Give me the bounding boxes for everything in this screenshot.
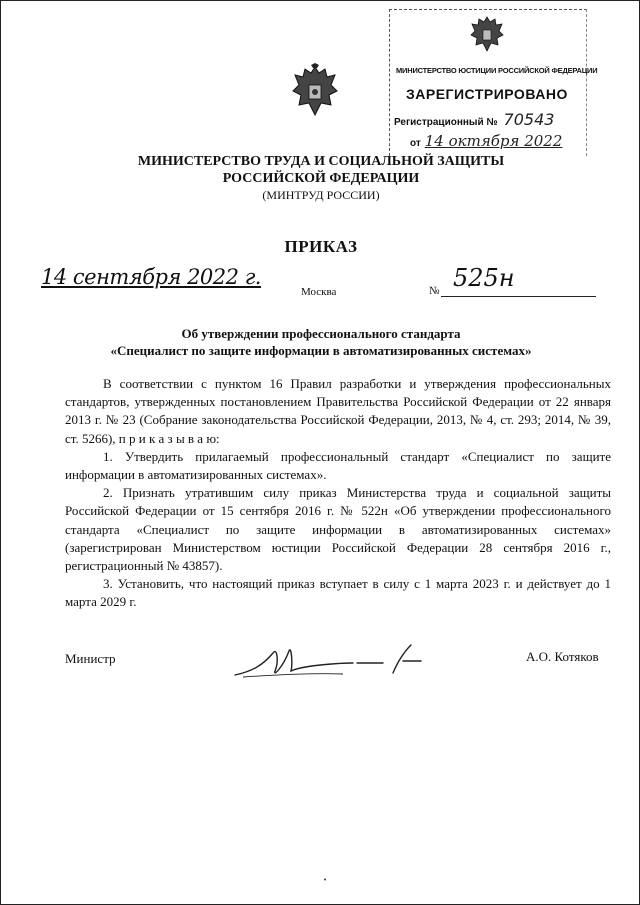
document-body xyxy=(65,375,611,612)
stamp-date xyxy=(410,132,562,150)
city: Москва xyxy=(301,286,337,298)
stamp-reg-value: 70543 xyxy=(503,110,555,129)
stamp-date-label: от xyxy=(410,138,421,149)
subject-line1: Об утверждении профессионального стандарта xyxy=(181,326,461,341)
handwritten-signature xyxy=(233,641,423,681)
handwritten-date: 14 сентября 2022 г. xyxy=(41,265,261,289)
stamp-reg-label: Регистрационный № xyxy=(394,117,498,128)
document-type: ПРИКАЗ xyxy=(284,237,358,256)
signatory-name: А.О. Котяков xyxy=(526,649,599,664)
number-underline xyxy=(441,296,596,297)
paragraph-item-2: 2. Признать утратившим силу приказ Министерства труда и социальной защиты Российской Федерации от 15 сентября 2016 г. № 522н «Об утверждении профессионального стандарта «Специалист по защите информации в автоматизированных системах» (зарегистрирован Министерством юстиции Российской Федерации 28 сентября 2016 г., регистрационный № 43857). xyxy=(65,485,611,574)
number-sign: № xyxy=(429,285,440,297)
stamp-title: ЗАРЕГИСТРИРОВАНО xyxy=(406,86,568,102)
paragraph-preamble: В соответствии с пунктом 16 Правил разработки и утверждения профессиональных стандартов, утвержденных постановлением Правительства Российской Федерации от 22 января 2013 г. № 23 (Собрание законодательства Российской Федерации, 2013, № 4, ст. 293; 2014, № 39, ст. 5266), п р и к а з ы в а ю: xyxy=(65,376,611,446)
scan-dot xyxy=(323,878,327,881)
stamp-ministry: МИНИСТЕРСТВО ЮСТИЦИИ РОССИЙСКОЙ ФЕДЕРАЦИИ xyxy=(396,66,598,75)
subject-line2: «Специалист по защите информации в автоматизированных системах» xyxy=(110,343,532,358)
signatory-position: Министр xyxy=(65,651,116,666)
coat-of-arms-icon xyxy=(470,14,504,54)
ministry-short-name: (МИНТРУД РОССИИ) xyxy=(262,188,380,202)
handwritten-number: 525н xyxy=(453,264,515,292)
paragraph-item-3: 3. Установить, что настоящий приказ вступает в силу с 1 марта 2023 г. и действует до 1 марта 2029 г. xyxy=(65,576,611,610)
coat-of-arms-icon xyxy=(291,63,339,121)
paragraph-item-1: 1. Утвердить прилагаемый профессиональный стандарт «Специалист по защите информации в автоматизированных системах». xyxy=(65,448,611,483)
stamp-date-value: 14 октября 2022 xyxy=(424,132,563,150)
registration-stamp xyxy=(389,9,598,156)
ministry-name-line1: МИНИСТЕРСТВО ТРУДА И СОЦИАЛЬНОЙ ЗАЩИТЫ xyxy=(137,154,505,169)
stamp-reg-number xyxy=(394,110,554,129)
ministry-name-line2: РОССИЙСКОЙ ФЕДЕРАЦИИ xyxy=(222,171,420,186)
